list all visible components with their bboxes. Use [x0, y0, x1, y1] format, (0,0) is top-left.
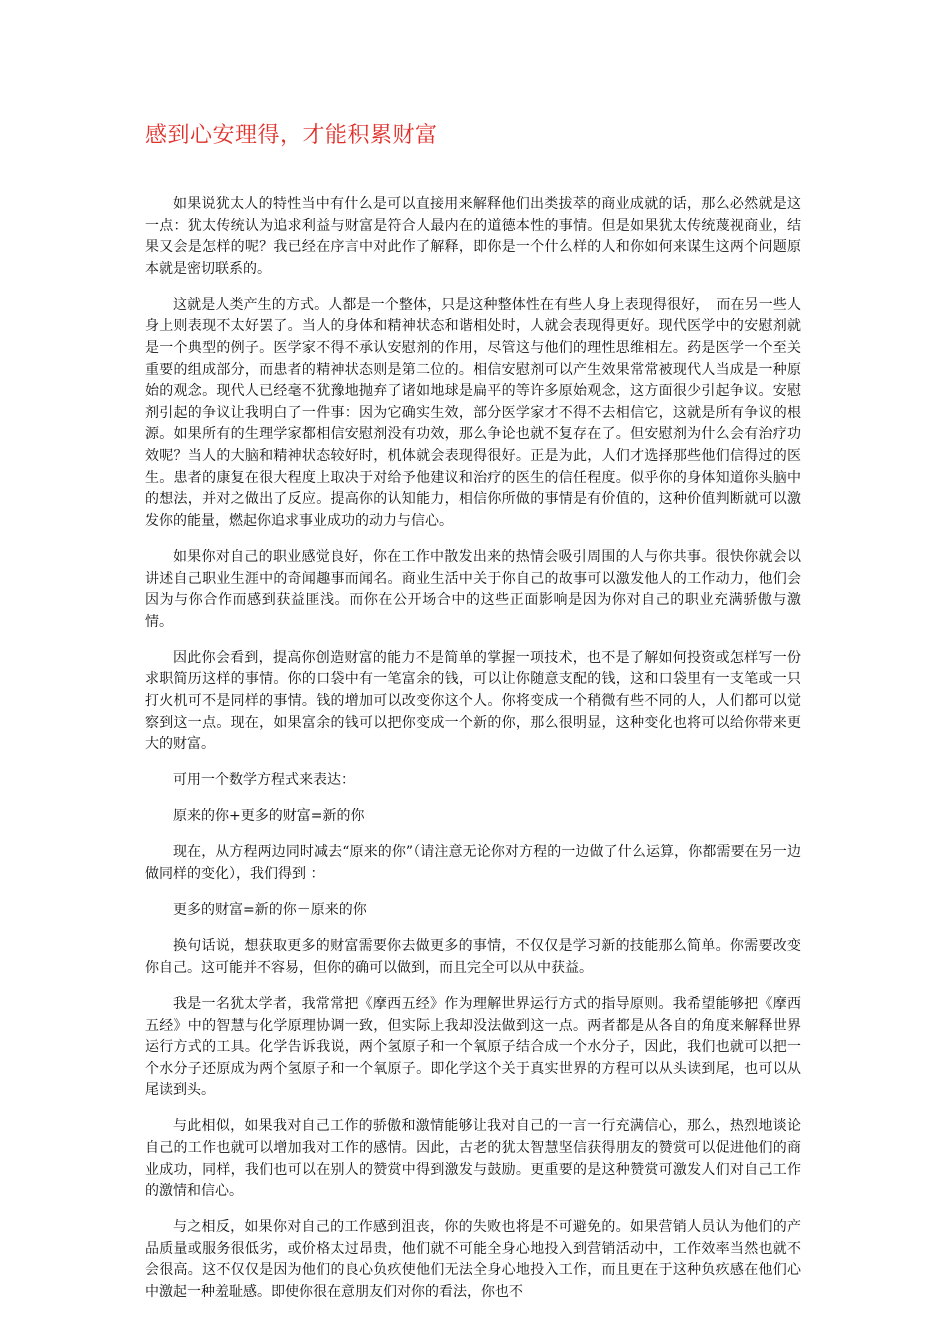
- paragraph: 现在，从方程两边同时减去“原来的你”（请注意无论你对方程的一边做了什么运算，你都需要在另一边做同样的变化），我们得到 ：: [145, 844, 801, 883]
- paragraph: 换句话说，想获取更多的财富需要你去做更多的事情，不仅仅是学习新的技能那么简单。你需要改变你自己。这可能并不容易，但你的确可以做到，而且完全可以从中获益。: [145, 938, 801, 976]
- equation: 更多的财富=新的你－原来的你: [173, 902, 367, 919]
- paragraph: 我是一名犹太学者，我常常把《摩西五经》作为理解世界运行方式的指导原则。我希望能够把《摩西五经》中的智慧与化学原理协调一致，但实际上我却没法做到这一点。两者都是从各自的角度来解释世界运行方式的工具。化学告诉我说，两个氢原子和一个氧原子结合成一个水分子，因此，我们也就可以把一个水分子还原成为两个氢原子和一个氧原子。即化学这个关于真实世界的方程可以从头读到尾，也可以从尾读到头。: [145, 995, 801, 1099]
- document-title: 感到心安理得，才能积累财富: [145, 123, 438, 148]
- paragraph: 这就是人类产生的方式。人都是一个整体，只是这种整体性在有些人身上表现得很好， 而在另一些人身上则表现不太好罢了。当人的身体和精神状态和谐相处时，人就会表现得更好。现代医学中的安慰剂就是一个典型的例子。医学家不得不承认安慰剂的作用，尽管这与他们的理性思维相左。药是医学一个至关重要的组成部分，而患者的精神状态则是第二位的。相信安慰剂可以产生效果常常被现代人当成是一种原始的观念。现代人已经毫不犹豫地抛弃了诸如地球是扁平的等许多原始观念，这方面很少引起争议。安慰剂引起的争议让我明白了一件事：因为它确实生效，部分医学家才不得不去相信它，这就是所有争议的根源。如果所有的生理学家都相信安慰剂没有功效，那么争论也就不复存在了。但安慰剂为什么会有治疗功效呢？当人的大脑和精神状态较好时，机体就会表现得很好。正是为此，人们才选择那些他们信得过的医生。患者的康复在很大程度上取决于对给予他建议和治疗的医生的信任程度。似乎你的身体知道你头脑中的想法，并对之做出了反应。提高你的认知能力，相信你所做的事情是有价值的，这种价值判断就可以激发你的能量，燃起你追求事业成功的动力与信心。: [145, 296, 801, 529]
- equation: 原来的你+更多的财富=新的你: [173, 808, 365, 825]
- document-body: [145, 194, 801, 1318]
- paragraph: 因此你会看到，提高你创造财富的能力不是简单的掌握一项技术，也不是了解如何投资或怎样写一份求职简历这样的事情。你的口袋中有一笔富余的钱，可以让你随意支配的钱，这和口袋里有一支笔或一只打火机可不是同样的事情。钱的增加可以改变你这个人。你将变成一个稍微有些不同的人，人们都可以觉察到这一点。现在，如果富余的钱可以把你变成一个新的你，那么很明显，这种变化也将可以给你带来更大的财富。: [145, 649, 801, 753]
- paragraph: 可用一个数学方程式来表达：: [173, 772, 355, 789]
- paragraph: 如果说犹太人的特性当中有什么是可以直接用来解释他们出类拔萃的商业成就的话，那么必然就是这一点：犹太传统认为追求利益与财富是符合人最内在的道德本性的事情。但是如果犹太传统蔑视商业，结果又会是怎样的呢？我已经在序言中对此作了解释，即你是一个什么样的人和你如何来谋生这两个问题原本就是密切联系的。: [145, 196, 801, 277]
- paragraph: 如果你对自己的职业感觉良好，你在工作中散发出来的热情会吸引周围的人与你共事。很快你就会以讲述自己职业生涯中的奇闻趣事而闻名。商业生活中关于你自己的故事可以激发他人的工作动力，他们会因为与你合作而感到获益匪浅。而你在公开场合中的这些正面影响是因为你对自己的职业充满骄傲与激情。: [145, 548, 801, 630]
- paragraph: 与之相反，如果你对自己的工作感到沮丧，你的失败也将是不可避免的。如果营销人员认为他们的产品质量或服务很低劣，或价格太过昂贵，他们就不可能全身心地投入到营销活动中，工作效率当然也就不会很高。这不仅仅是因为他们的良心负疚使他们无法全身心地投入工作，而且更在于这种负疚感在他们心中激起一种羞耻感。即使你很在意朋友们对你的看法，你也不: [145, 1219, 801, 1301]
- paragraph: 与此相似，如果我对自己工作的骄傲和激情能够让我对自己的一言一行充满信心，那么，热烈地谈论自己的工作也就可以增加我对工作的感情。因此，古老的犹太智慧坚信获得朋友的赞赏可以促进他们的商业成功，同样，我们也可以在别人的赞赏中得到激发与鼓励。更重要的是这种赞赏可激发人们对自己工作的激情和信心。: [145, 1118, 801, 1200]
